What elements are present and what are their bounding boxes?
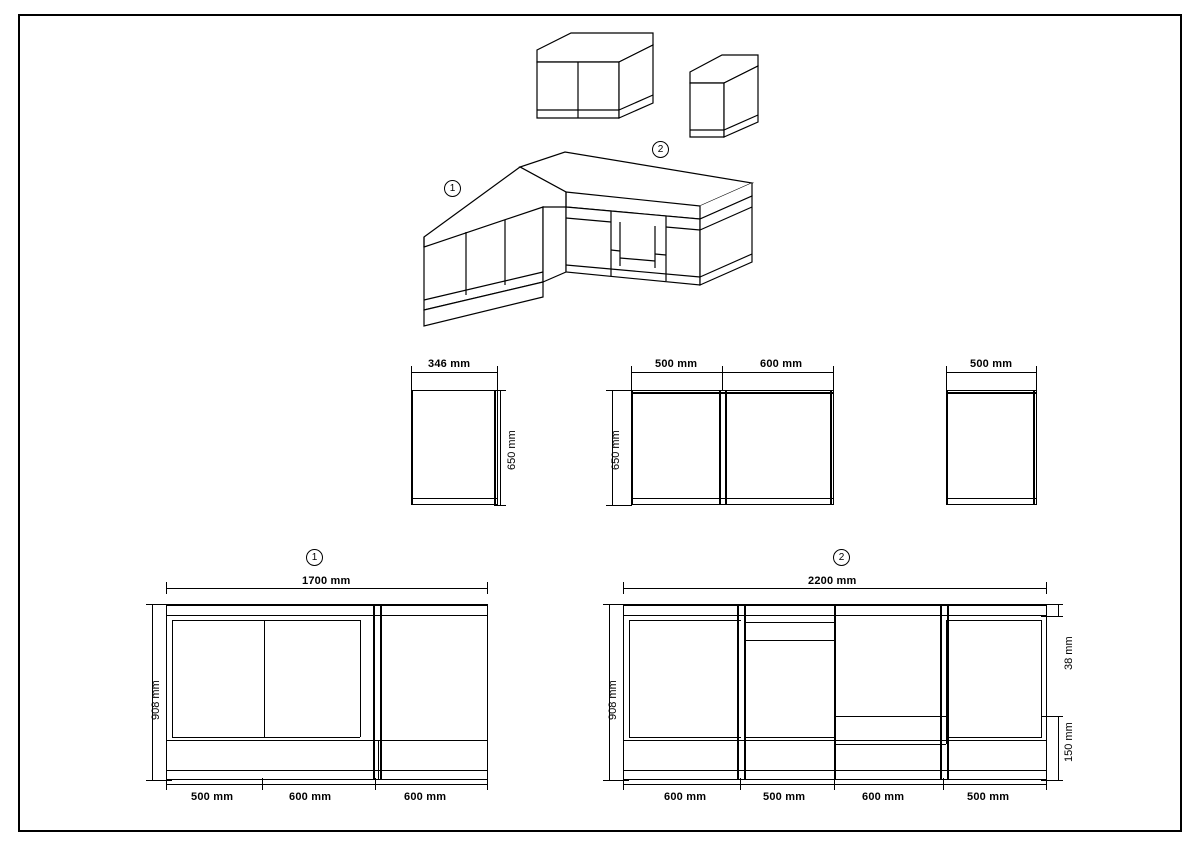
marker-1-iso: 1 — [444, 180, 461, 197]
wall-unit-right-width: 500 mm — [970, 358, 1013, 370]
wall-unit-center-height: 650 mm — [610, 430, 622, 470]
wall-unit-center-body — [631, 390, 834, 505]
wall-unit-left-width: 346 mm — [428, 358, 471, 370]
marker-2-iso: 2 — [652, 141, 669, 158]
elevation-2-seg-2: 500 mm — [763, 791, 806, 803]
wall-unit-left-height: 650 mm — [506, 430, 518, 470]
elevation-2-seg-4: 500 mm — [967, 791, 1010, 803]
elevation-1-total-width: 1700 mm — [302, 575, 351, 587]
elevation-2-height: 908 mm — [607, 680, 619, 720]
elevation-2-seg-1: 600 mm — [664, 791, 707, 803]
elevation-1-body — [166, 604, 488, 780]
elevation-1-seg-2: 600 mm — [289, 791, 332, 803]
wall-unit-left-body — [411, 390, 498, 505]
wall-unit-center-width-1: 500 mm — [655, 358, 698, 370]
elevation-1-height: 908 mm — [150, 680, 162, 720]
elevation-2-dim-38: 38 mm — [1063, 636, 1075, 670]
elevation-1-seg-3: 600 mm — [404, 791, 447, 803]
elevation-2-total-width: 2200 mm — [808, 575, 857, 587]
elevation-2-seg-3: 600 mm — [862, 791, 905, 803]
marker-2-elevation: 2 — [833, 549, 850, 566]
wall-unit-center-width-2: 600 mm — [760, 358, 803, 370]
elevation-2-dim-150: 150 mm — [1063, 722, 1075, 762]
elevation-1-seg-1: 500 mm — [191, 791, 234, 803]
wall-unit-right-body — [946, 390, 1037, 505]
marker-1-elevation: 1 — [306, 549, 323, 566]
